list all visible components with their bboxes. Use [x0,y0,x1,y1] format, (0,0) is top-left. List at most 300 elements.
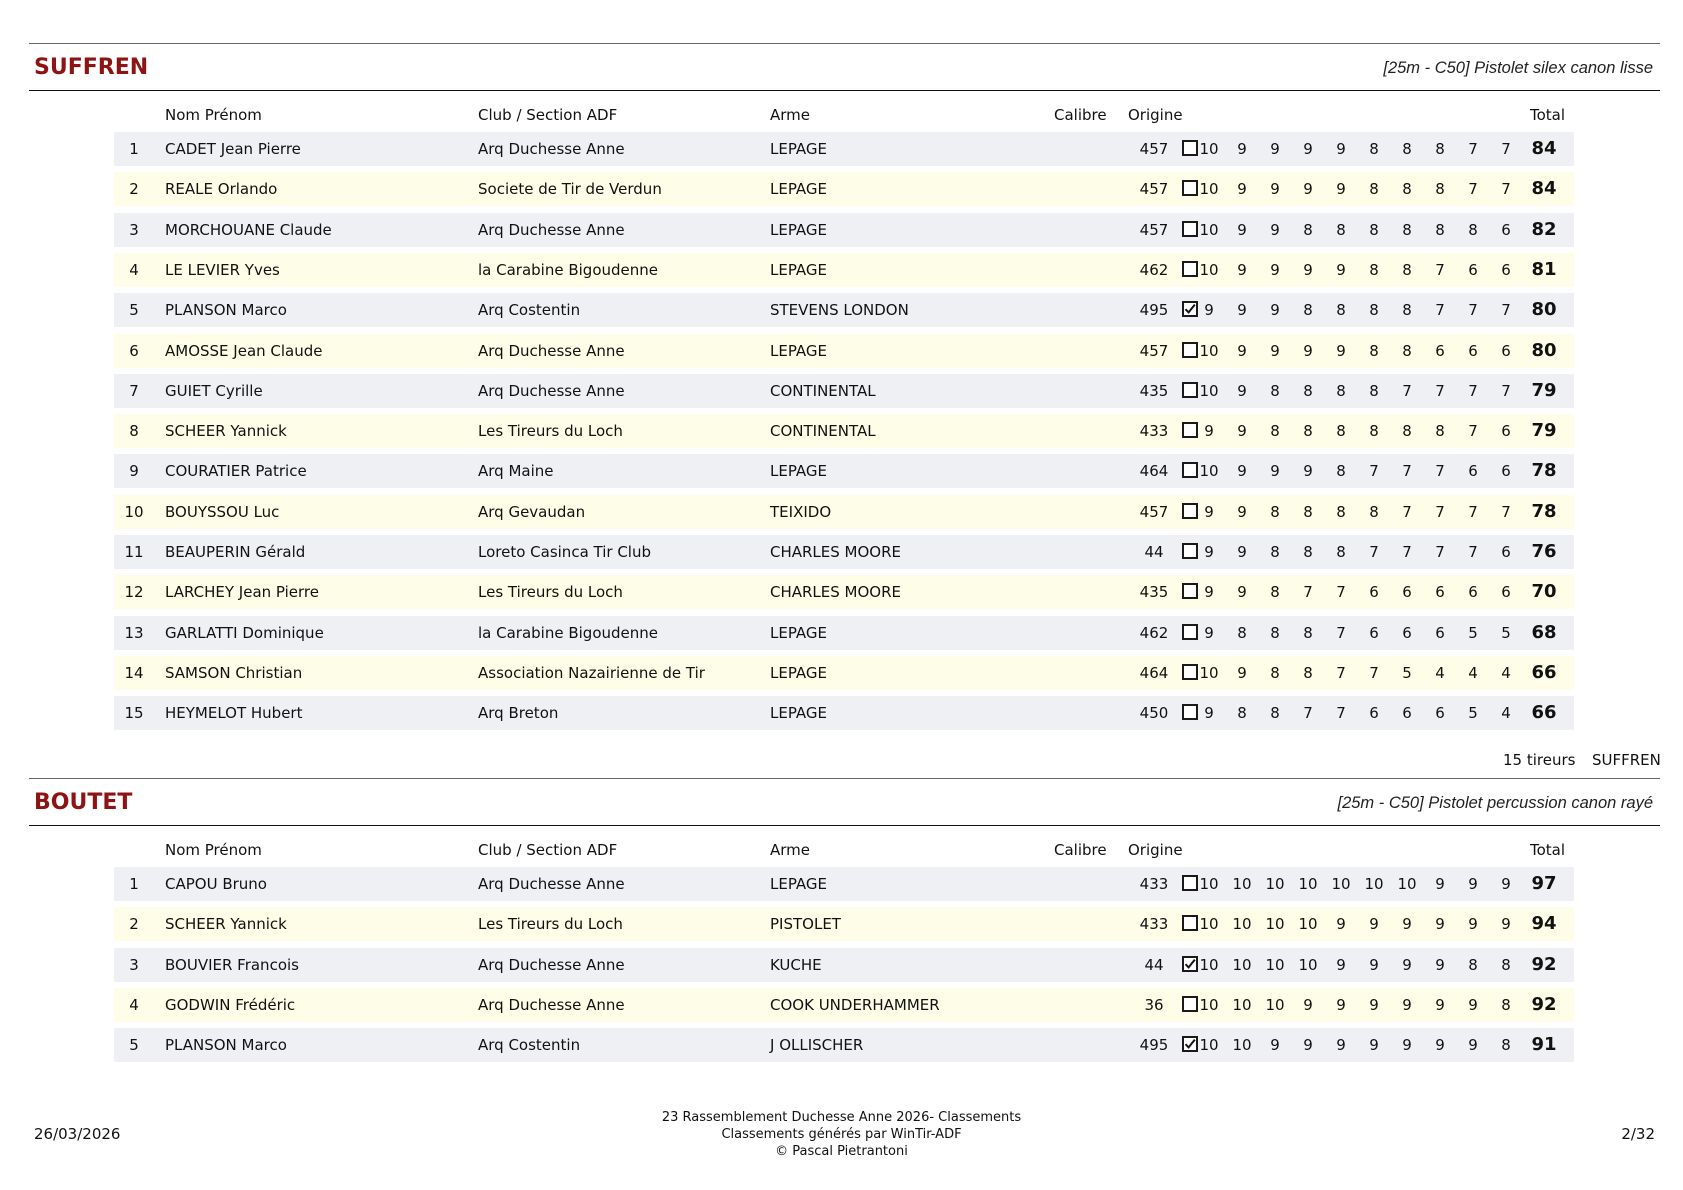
name-cell: SAMSON Christian [165,663,303,682]
rank-cell: 2 [129,180,139,199]
score-cell: 8 [1402,220,1412,239]
score-cell: 6 [1501,260,1511,279]
score-cell: 9 [1204,301,1214,320]
score-cell: 9 [1303,140,1313,158]
score-cell: 9 [1402,915,1412,934]
score-cell: 9 [1237,381,1247,400]
score-cell: 9 [1237,301,1247,320]
score-cell: 8 [1336,220,1346,239]
name-cell: HEYMELOT Hubert [165,704,303,723]
score-cell: 9 [1237,543,1247,561]
total-cell: 94 [1531,913,1557,935]
score-cell: 9 [1369,955,1379,974]
score-cell: 8 [1336,422,1346,441]
score-cell: 10 [1199,341,1219,360]
calibre-cell: 433 [1139,875,1169,893]
name-cell: GUIET Cyrille [165,381,263,400]
club-cell: Les Tireurs du Loch [478,583,623,602]
print-date: 26/03/2026 [34,1125,121,1143]
score-cell: 6 [1501,462,1511,481]
score-cell: 7 [1501,140,1511,158]
score-cell: 7 [1501,381,1511,400]
rank-cell: 15 [124,704,144,723]
col-total-header: Total [1530,841,1566,859]
rank-cell: 1 [129,875,139,893]
score-cell: 10 [1199,381,1219,400]
score-cell: 10 [1232,915,1252,934]
arme-cell: LEPAGE [770,623,828,642]
score-cell: 9 [1204,502,1214,521]
score-cell: 9 [1336,180,1346,199]
name-cell: GARLATTI Dominique [165,623,324,642]
total-cell: 79 [1531,420,1557,442]
score-cell: 7 [1435,462,1445,481]
score-cell: 8 [1501,955,1511,974]
name-cell: REALE Orlando [165,180,278,199]
score-cell: 8 [1501,1036,1511,1055]
score-cell: 9 [1303,180,1313,199]
total-cell: 84 [1531,178,1557,200]
score-cell: 9 [1204,704,1214,723]
section-divider [29,43,1660,44]
score-cell: 9 [1270,462,1280,481]
score-cell: 10 [1199,955,1219,974]
score-cell: 7 [1435,260,1445,279]
calibre-cell: 433 [1139,915,1169,934]
total-cell: 81 [1531,258,1557,280]
score-cell: 6 [1369,583,1379,602]
score-cell: 8 [1336,301,1346,320]
rank-cell: 11 [124,543,144,561]
score-cell: 7 [1336,704,1346,723]
club-cell: Arq Costentin [478,301,581,320]
calibre-cell: 457 [1139,502,1169,521]
club-cell: Arq Duchesse Anne [478,875,625,893]
col-total-header: Total [1530,106,1566,124]
score-cell: 8 [1402,140,1412,158]
score-cell: 6 [1402,704,1412,723]
score-cell: 8 [1270,422,1280,441]
section-underline [29,825,1660,826]
score-cell: 6 [1501,543,1511,561]
rank-cell: 7 [129,381,139,400]
arme-cell: LEPAGE [770,341,828,360]
score-cell: 9 [1237,140,1247,158]
club-cell: Arq Gevaudan [478,502,586,521]
score-cell: 6 [1402,583,1412,602]
arme-cell: LEPAGE [770,663,828,682]
score-cell: 9 [1270,260,1280,279]
score-cell: 10 [1199,260,1219,279]
calibre-cell: 44 [1144,543,1164,561]
score-cell: 8 [1336,381,1346,400]
score-cell: 9 [1501,915,1511,934]
calibre-cell: 495 [1139,1036,1169,1055]
score-cell: 6 [1369,704,1379,723]
name-cell: GODWIN Frédéric [165,995,296,1014]
score-cell: 7 [1336,663,1346,682]
score-cell: 6 [1435,623,1445,642]
section-category: [25m - C50] Pistolet percussion canon rayé [1337,794,1653,812]
score-cell: 8 [1369,140,1379,158]
score-cell: 10 [1199,915,1219,934]
score-cell: 8 [1303,543,1313,561]
summary-section-name: SUFFREN [1592,751,1661,769]
col-calibre-header: Calibre [1054,841,1107,859]
score-cell: 7 [1468,381,1478,400]
club-cell: Arq Duchesse Anne [478,955,625,974]
score-cell: 8 [1336,543,1346,561]
arme-cell: J OLLISCHER [770,1036,864,1055]
score-cell: 7 [1435,381,1445,400]
score-cell: 7 [1336,623,1346,642]
score-cell: 8 [1435,220,1445,239]
total-cell: 70 [1531,581,1557,603]
name-cell: BOUYSSOU Luc [165,502,280,521]
score-cell: 9 [1270,140,1280,158]
score-cell: 7 [1468,543,1478,561]
calibre-cell: 464 [1139,462,1169,481]
score-cell: 8 [1303,220,1313,239]
rank-cell: 10 [124,502,144,521]
score-cell: 8 [1237,704,1247,723]
club-cell: la Carabine Bigoudenne [478,623,658,642]
score-cell: 8 [1369,341,1379,360]
score-cell: 9 [1402,955,1412,974]
score-cell: 5 [1501,623,1511,642]
total-cell: 78 [1531,500,1557,522]
score-cell: 8 [1402,422,1412,441]
score-cell: 8 [1270,381,1280,400]
score-cell: 6 [1468,583,1478,602]
score-cell: 9 [1369,995,1379,1014]
arme-cell: LEPAGE [770,220,828,239]
score-cell: 10 [1298,875,1318,893]
score-cell: 8 [1369,422,1379,441]
score-cell: 8 [1336,502,1346,521]
score-cell: 9 [1270,301,1280,320]
score-cell: 8 [1303,623,1313,642]
page-number: 2/32 [1621,1125,1655,1143]
total-cell: 79 [1531,379,1557,401]
score-cell: 10 [1232,875,1252,893]
total-cell: 78 [1531,460,1557,482]
arme-cell: CONTINENTAL [770,422,876,441]
score-cell: 9 [1237,180,1247,199]
score-cell: 5 [1402,663,1412,682]
rank-cell: 1 [129,140,139,158]
club-cell: Arq Maine [478,462,554,481]
score-cell: 10 [1199,663,1219,682]
name-cell: BEAUPERIN Gérald [165,543,306,561]
rank-cell: 6 [129,341,139,360]
arme-cell: LEPAGE [770,875,828,893]
score-cell: 10 [1232,995,1252,1014]
score-cell: 7 [1468,502,1478,521]
score-cell: 9 [1336,995,1346,1014]
table-row [114,454,1574,488]
club-cell: Loreto Casinca Tir Club [478,543,651,561]
col-origine-header: Origine [1128,106,1183,124]
table-row [114,172,1574,206]
shooter-count: 15 tireurs [1503,751,1576,769]
col-club-header: Club / Section ADF [478,106,618,124]
score-cell: 9 [1204,422,1214,441]
score-cell: 8 [1237,623,1247,642]
arme-cell: CHARLES MOORE [770,543,902,561]
rank-cell: 4 [129,260,139,279]
calibre-cell: 464 [1139,663,1169,682]
rank-cell: 4 [129,995,139,1014]
club-cell: Arq Costentin [478,1036,581,1055]
score-cell: 9 [1237,583,1247,602]
score-cell: 9 [1303,341,1313,360]
arme-cell: LEPAGE [770,180,828,199]
score-cell: 8 [1369,301,1379,320]
club-cell: Arq Duchesse Anne [478,140,625,158]
score-cell: 6 [1501,422,1511,441]
arme-cell: PISTOLET [770,915,841,934]
arme-cell: LEPAGE [770,462,828,481]
section-category: [25m - C50] Pistolet silex canon lisse [1383,59,1653,77]
score-cell: 8 [1402,341,1412,360]
rank-cell: 14 [124,663,144,682]
score-cell: 7 [1402,543,1412,561]
rank-cell: 8 [129,422,139,441]
score-cell: 5 [1468,623,1478,642]
rank-cell: 3 [129,955,139,974]
score-cell: 7 [1501,502,1511,521]
score-cell: 8 [1435,180,1445,199]
table-row [114,132,1574,166]
table-row [114,253,1574,287]
score-cell: 7 [1303,583,1313,602]
total-cell: 66 [1531,702,1557,724]
score-cell: 9 [1402,995,1412,1014]
table-row [114,656,1574,690]
score-cell: 7 [1435,301,1445,320]
table-row [114,293,1574,327]
score-cell: 9 [1204,623,1214,642]
score-cell: 9 [1303,995,1313,1014]
table-row [114,414,1574,448]
calibre-cell: 462 [1139,260,1169,279]
score-cell: 7 [1303,704,1313,723]
score-cell: 8 [1303,381,1313,400]
arme-cell: CHARLES MOORE [770,583,902,602]
score-cell: 6 [1501,220,1511,239]
score-cell: 9 [1270,1036,1280,1055]
total-cell: 66 [1531,661,1557,683]
calibre-cell: 457 [1139,140,1169,158]
score-cell: 10 [1364,875,1384,893]
table-row [114,535,1574,569]
score-cell: 10 [1199,1036,1219,1055]
score-cell: 8 [1369,502,1379,521]
calibre-cell: 44 [1144,955,1164,974]
score-cell: 8 [1435,140,1445,158]
total-cell: 80 [1531,299,1557,321]
score-cell: 9 [1237,341,1247,360]
footer-generator: Classements générés par WinTir-ADF [721,1127,962,1142]
name-cell: LARCHEY Jean Pierre [165,583,319,602]
arme-cell: LEPAGE [770,260,828,279]
section-underline [29,90,1660,91]
score-cell: 6 [1468,341,1478,360]
score-cell: 7 [1369,663,1379,682]
score-cell: 8 [1270,704,1280,723]
rank-cell: 12 [124,583,144,602]
name-cell: CAPOU Bruno [165,875,267,893]
section-divider [29,778,1660,779]
score-cell: 8 [1270,663,1280,682]
score-cell: 9 [1468,995,1478,1014]
score-cell: 9 [1468,1036,1478,1055]
score-cell: 9 [1435,995,1445,1014]
club-cell: Arq Duchesse Anne [478,995,625,1014]
score-cell: 4 [1501,663,1511,682]
score-cell: 7 [1501,180,1511,199]
score-cell: 9 [1204,543,1214,561]
section-title: BOUTET [34,790,133,815]
club-cell: Arq Breton [478,704,559,723]
footer-copyright: © Pascal Pietrantoni [775,1144,908,1159]
score-cell: 7 [1435,543,1445,561]
section-title: SUFFREN [34,55,149,80]
club-cell: Arq Duchesse Anne [478,341,625,360]
score-cell: 9 [1270,220,1280,239]
name-cell: PLANSON Marco [165,301,287,320]
arme-cell: COOK UNDERHAMMER [770,995,940,1014]
score-cell: 8 [1369,260,1379,279]
total-cell: 91 [1531,1034,1557,1056]
score-cell: 8 [1303,301,1313,320]
col-arme-header: Arme [770,106,811,124]
calibre-cell: 457 [1139,341,1169,360]
score-cell: 9 [1435,955,1445,974]
arme-cell: LEPAGE [770,704,828,723]
rank-cell: 5 [129,1036,139,1055]
score-cell: 6 [1369,623,1379,642]
score-cell: 6 [1468,260,1478,279]
col-origine-header: Origine [1128,841,1183,859]
rank-cell: 2 [129,915,139,934]
calibre-cell: 457 [1139,220,1169,239]
arme-cell: KUCHE [770,955,822,974]
name-cell: CADET Jean Pierre [165,140,301,158]
score-cell: 8 [1402,260,1412,279]
score-cell: 10 [1199,140,1219,158]
score-cell: 8 [1270,623,1280,642]
col-calibre-header: Calibre [1054,106,1107,124]
club-cell: Arq Duchesse Anne [478,220,625,239]
name-cell: COURATIER Patrice [165,462,307,481]
score-cell: 7 [1468,180,1478,199]
score-cell: 7 [1336,583,1346,602]
calibre-cell: 450 [1139,704,1169,723]
score-cell: 7 [1435,502,1445,521]
table-row [114,867,1574,901]
table-row [114,575,1574,609]
score-cell: 9 [1369,1036,1379,1055]
score-cell: 10 [1265,955,1285,974]
score-cell: 7 [1402,381,1412,400]
table-row [114,948,1574,982]
score-cell: 9 [1237,422,1247,441]
score-cell: 8 [1468,955,1478,974]
rank-cell: 5 [129,301,139,320]
table-row [114,374,1574,408]
table-row [114,988,1574,1022]
name-cell: SCHEER Yannick [165,915,287,934]
arme-cell: STEVENS LONDON [770,301,909,320]
score-cell: 9 [1468,875,1478,893]
score-cell: 4 [1468,663,1478,682]
table-row [114,616,1574,650]
score-cell: 9 [1303,1036,1313,1055]
score-cell: 9 [1303,260,1313,279]
arme-cell: CONTINENTAL [770,381,876,400]
calibre-cell: 435 [1139,381,1169,400]
score-cell: 9 [1204,583,1214,602]
score-cell: 6 [1402,623,1412,642]
score-cell: 7 [1468,422,1478,441]
club-cell: Les Tireurs du Loch [478,422,623,441]
calibre-cell: 495 [1139,301,1169,320]
footer-event-title: 23 Rassemblement Duchesse Anne 2026- Classements [661,1110,1022,1125]
total-cell: 92 [1531,953,1557,975]
score-cell: 9 [1468,915,1478,934]
rank-cell: 9 [129,462,139,481]
score-cell: 8 [1402,301,1412,320]
score-cell: 8 [1303,422,1313,441]
score-cell: 8 [1270,543,1280,561]
total-cell: 84 [1531,138,1557,159]
club-cell: la Carabine Bigoudenne [478,260,658,279]
total-cell: 80 [1531,339,1557,361]
score-cell: 10 [1298,915,1318,934]
score-cell: 10 [1199,462,1219,481]
score-cell: 9 [1336,140,1346,158]
score-cell: 8 [1369,220,1379,239]
score-cell: 9 [1336,955,1346,974]
score-cell: 9 [1270,180,1280,199]
footer-credits [0,1109,1683,1160]
name-cell: LE LEVIER Yves [165,260,280,279]
score-cell: 7 [1369,462,1379,481]
score-cell: 10 [1199,875,1219,893]
arme-cell: TEIXIDO [770,502,832,521]
score-cell: 6 [1435,341,1445,360]
rank-cell: 13 [124,623,144,642]
score-cell: 9 [1336,260,1346,279]
club-cell: Societe de Tir de Verdun [478,180,662,199]
score-cell: 9 [1435,1036,1445,1055]
name-cell: AMOSSE Jean Claude [165,341,323,360]
score-cell: 9 [1435,875,1445,893]
score-cell: 9 [1435,915,1445,934]
score-cell: 7 [1501,301,1511,320]
score-cell: 10 [1265,875,1285,893]
col-club-header: Club / Section ADF [478,841,618,859]
name-cell: SCHEER Yannick [165,422,287,441]
score-cell: 7 [1369,543,1379,561]
score-cell: 8 [1303,502,1313,521]
score-cell: 10 [1199,995,1219,1014]
score-cell: 9 [1237,663,1247,682]
score-cell: 6 [1435,583,1445,602]
score-cell: 8 [1270,502,1280,521]
